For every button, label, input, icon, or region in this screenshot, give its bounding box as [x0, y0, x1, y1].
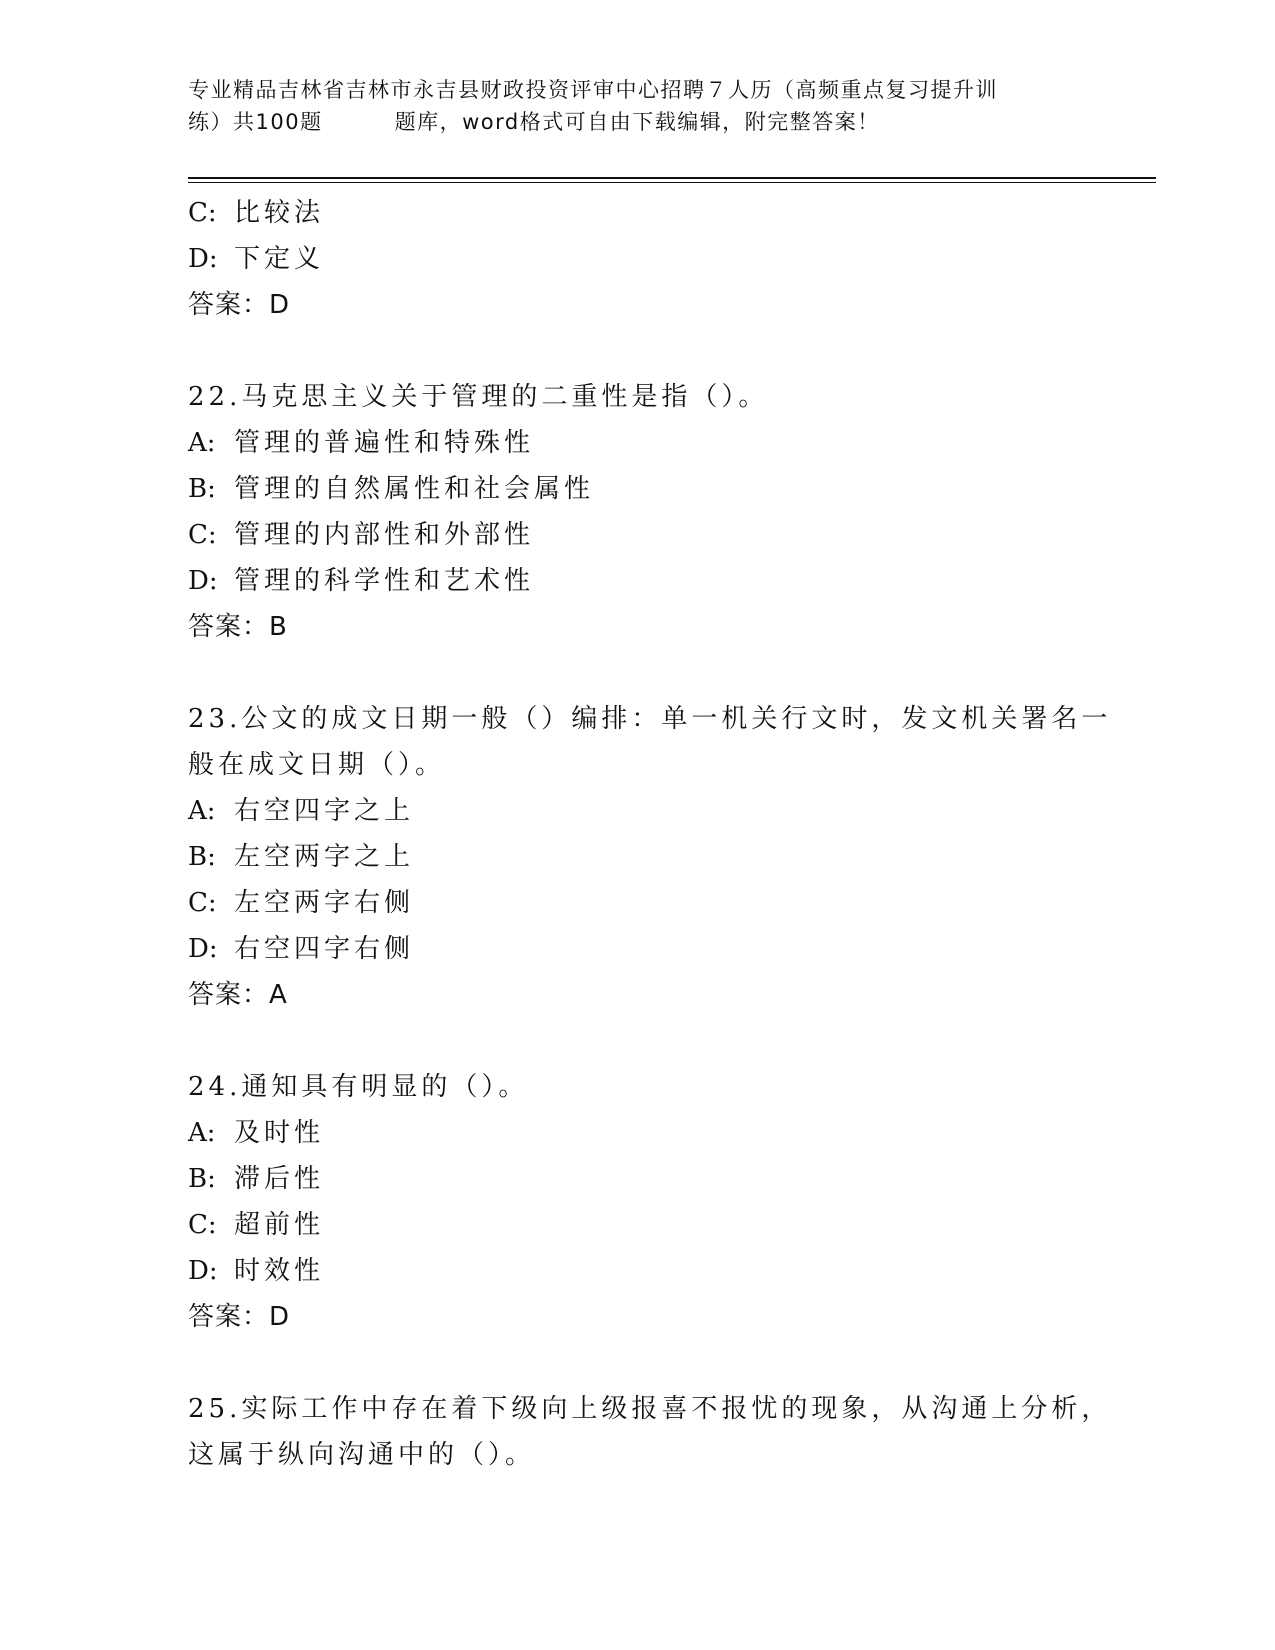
header-divider-thin [188, 182, 1156, 183]
option-text: 管理的科学性和艺术性 [234, 566, 535, 596]
question-23 [188, 696, 1112, 1018]
option-a [188, 420, 1088, 466]
document-header [188, 74, 1088, 138]
question-25 [188, 1386, 1112, 1478]
question-text: 25.实际工作中存在着下级向上级报喜不报忧的现象，从沟通上分析， [188, 1394, 1112, 1424]
option-label: C: [188, 1210, 217, 1240]
answer-line: 答案：D [188, 290, 291, 320]
option-d [188, 236, 1088, 282]
option-c [188, 190, 1088, 236]
option-label: C: [188, 888, 217, 918]
option-c [188, 512, 1088, 558]
option-text: 下定义 [234, 244, 325, 274]
question-text-continued: 这属于纵向沟通中的（）。 [188, 1440, 536, 1470]
option-text: 管理的自然属性和社会属性 [234, 474, 595, 504]
option-label: B: [188, 1164, 216, 1194]
option-label: B: [188, 474, 216, 504]
option-text: 左空两字之上 [234, 842, 415, 872]
option-c [188, 1202, 1088, 1248]
option-b [188, 466, 1088, 512]
question-text: 22.马克思主义关于管理的二重性是指（）。 [188, 382, 769, 412]
question-24 [188, 1064, 1088, 1340]
header-divider-thick [188, 177, 1156, 179]
option-text: 右空四字右侧 [234, 934, 415, 964]
question-21-fragment [188, 190, 1088, 328]
option-label: B: [188, 842, 216, 872]
option-c [188, 880, 1088, 926]
option-text: 管理的内部性和外部性 [234, 520, 535, 550]
option-label: D: [188, 934, 218, 964]
option-a [188, 1110, 1088, 1156]
header-line-2-part-a: 练）共100题 [188, 110, 323, 134]
header-line-2-part-b: 题库，word格式可自由下载编辑，附完整答案！ [394, 110, 880, 134]
option-d [188, 926, 1088, 972]
question-22 [188, 374, 1088, 650]
spacer [188, 1018, 1088, 1064]
option-text: 时效性 [234, 1256, 325, 1286]
option-label: A: [188, 428, 216, 458]
option-text: 超前性 [234, 1210, 325, 1240]
question-text-continued: 般在成文日期（）。 [188, 750, 446, 780]
option-text: 滞后性 [234, 1164, 325, 1194]
option-text: 管理的普遍性和特殊性 [234, 428, 535, 458]
option-text: 左空两字右侧 [234, 888, 415, 918]
option-d [188, 1248, 1088, 1294]
option-text: 右空四字之上 [234, 796, 415, 826]
answer-line: 答案：A [188, 980, 288, 1010]
spacer [188, 328, 1088, 374]
question-text: 24.通知具有明显的（）。 [188, 1072, 529, 1102]
option-a [188, 788, 1088, 834]
option-label: D: [188, 566, 218, 596]
header-line-2 [188, 106, 1088, 138]
option-label: D: [188, 244, 218, 274]
option-text: 比较法 [234, 198, 325, 228]
option-b [188, 834, 1088, 880]
option-label: A: [188, 796, 216, 826]
answer-line: 答案：B [188, 612, 288, 642]
option-label: D: [188, 1256, 218, 1286]
option-label: C: [188, 198, 217, 228]
option-text: 及时性 [234, 1118, 325, 1148]
option-d [188, 558, 1088, 604]
answer-line: 答案：D [188, 1302, 291, 1332]
option-label: C: [188, 520, 217, 550]
question-text: 23.公文的成文日期一般（）编排：单一机关行文时，发文机关署名一 [188, 704, 1112, 734]
option-b [188, 1156, 1088, 1202]
question-content [188, 190, 1112, 1478]
spacer [188, 650, 1088, 696]
spacer [188, 1340, 1088, 1386]
option-label: A: [188, 1118, 216, 1148]
header-line-1: 专业精品吉林省吉林市永吉县财政投资评审中心招聘７人历（高频重点复习提升训 [188, 78, 998, 102]
